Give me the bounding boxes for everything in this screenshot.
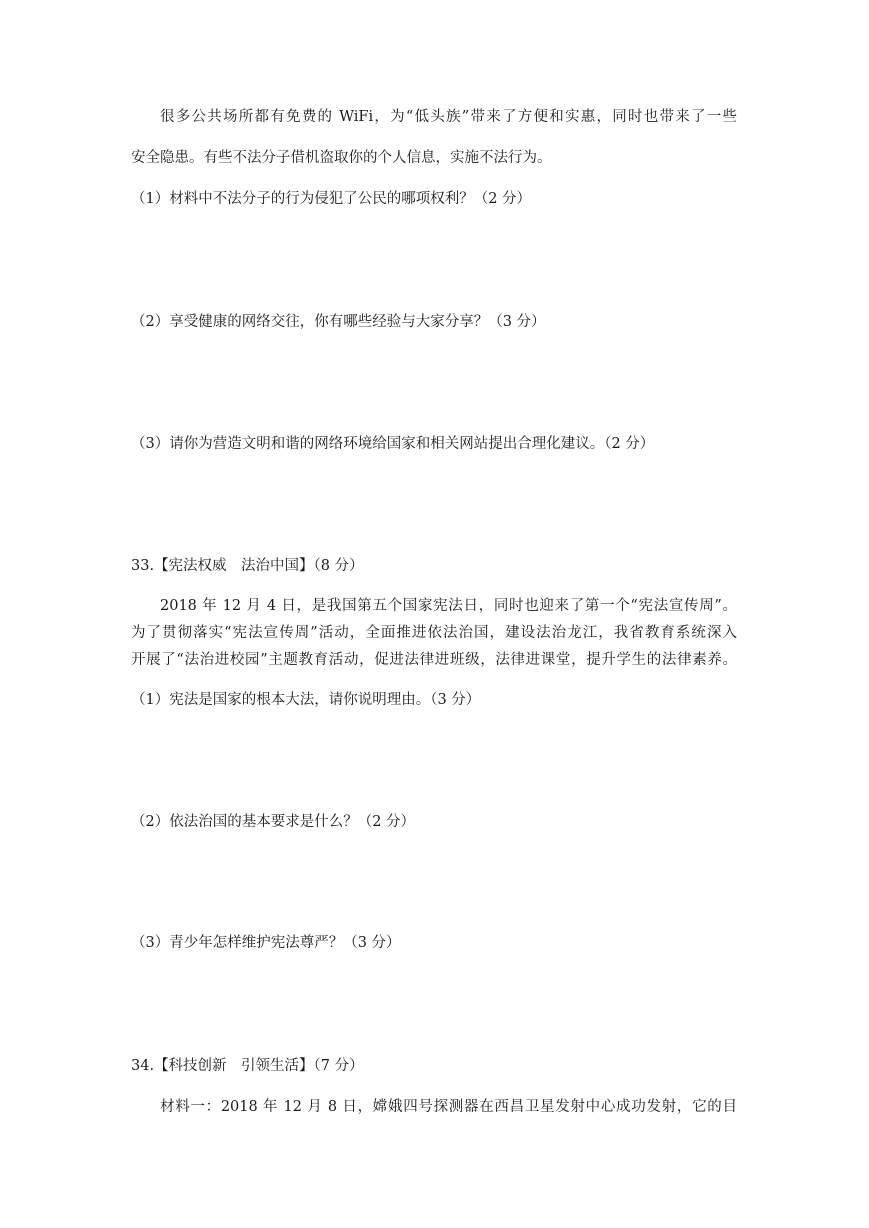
question-34-material-line-1: 材料一：2018 年 12 月 8 日，嫦娥四号探测器在西昌卫星发射中心成功发射，它的目: [160, 1099, 737, 1115]
wifi-intro-line-2: 安全隐患。有些不法分子借机盗取你的个人信息，实施不法行为。: [131, 150, 552, 166]
question-33-heading: 33.【宪法权威 法治中国】（8 分）: [131, 558, 364, 574]
wifi-intro-line-1: 很多公共场所都有免费的 WiFi，为“低头族”带来了方便和实惠，同时也带来了一些: [160, 109, 737, 125]
question-33-para-line-1: 2018 年 12 月 4 日，是我国第五个国家宪法日，同时也迎来了第一个“宪法宣传周”。: [160, 598, 737, 614]
question-33-sub-1: （1）宪法是国家的根本大法，请你说明理由。（3 分）: [131, 692, 481, 708]
question-33-para-line-2: 为了贯彻落实“宪法宣传周”活动，全面推进依法治国，建设法治龙江，我省教育系统深入: [131, 625, 737, 641]
question-33-sub-3: （3）青少年怎样维护宪法尊严？（3 分）: [131, 935, 401, 951]
wifi-question-2: （2）享受健康的网络交往，你有哪些经验与大家分享？（3 分）: [131, 314, 546, 330]
question-34-heading: 34.【科技创新 引领生活】（7 分）: [131, 1058, 364, 1074]
wifi-question-1: （1）材料中不法分子的行为侵犯了公民的哪项权利？（2 分）: [131, 191, 532, 207]
wifi-question-3: （3）请你为营造文明和谐的网络环境给国家和相关网站提出合理化建议。（2 分）: [131, 436, 655, 452]
question-33-sub-2: （2）依法治国的基本要求是什么？（2 分）: [131, 814, 416, 830]
question-33-para-line-3: 开展了“法治进校园”主题教育活动，促进法律进班级，法律进课堂，提升学生的法律素养。: [131, 652, 737, 668]
